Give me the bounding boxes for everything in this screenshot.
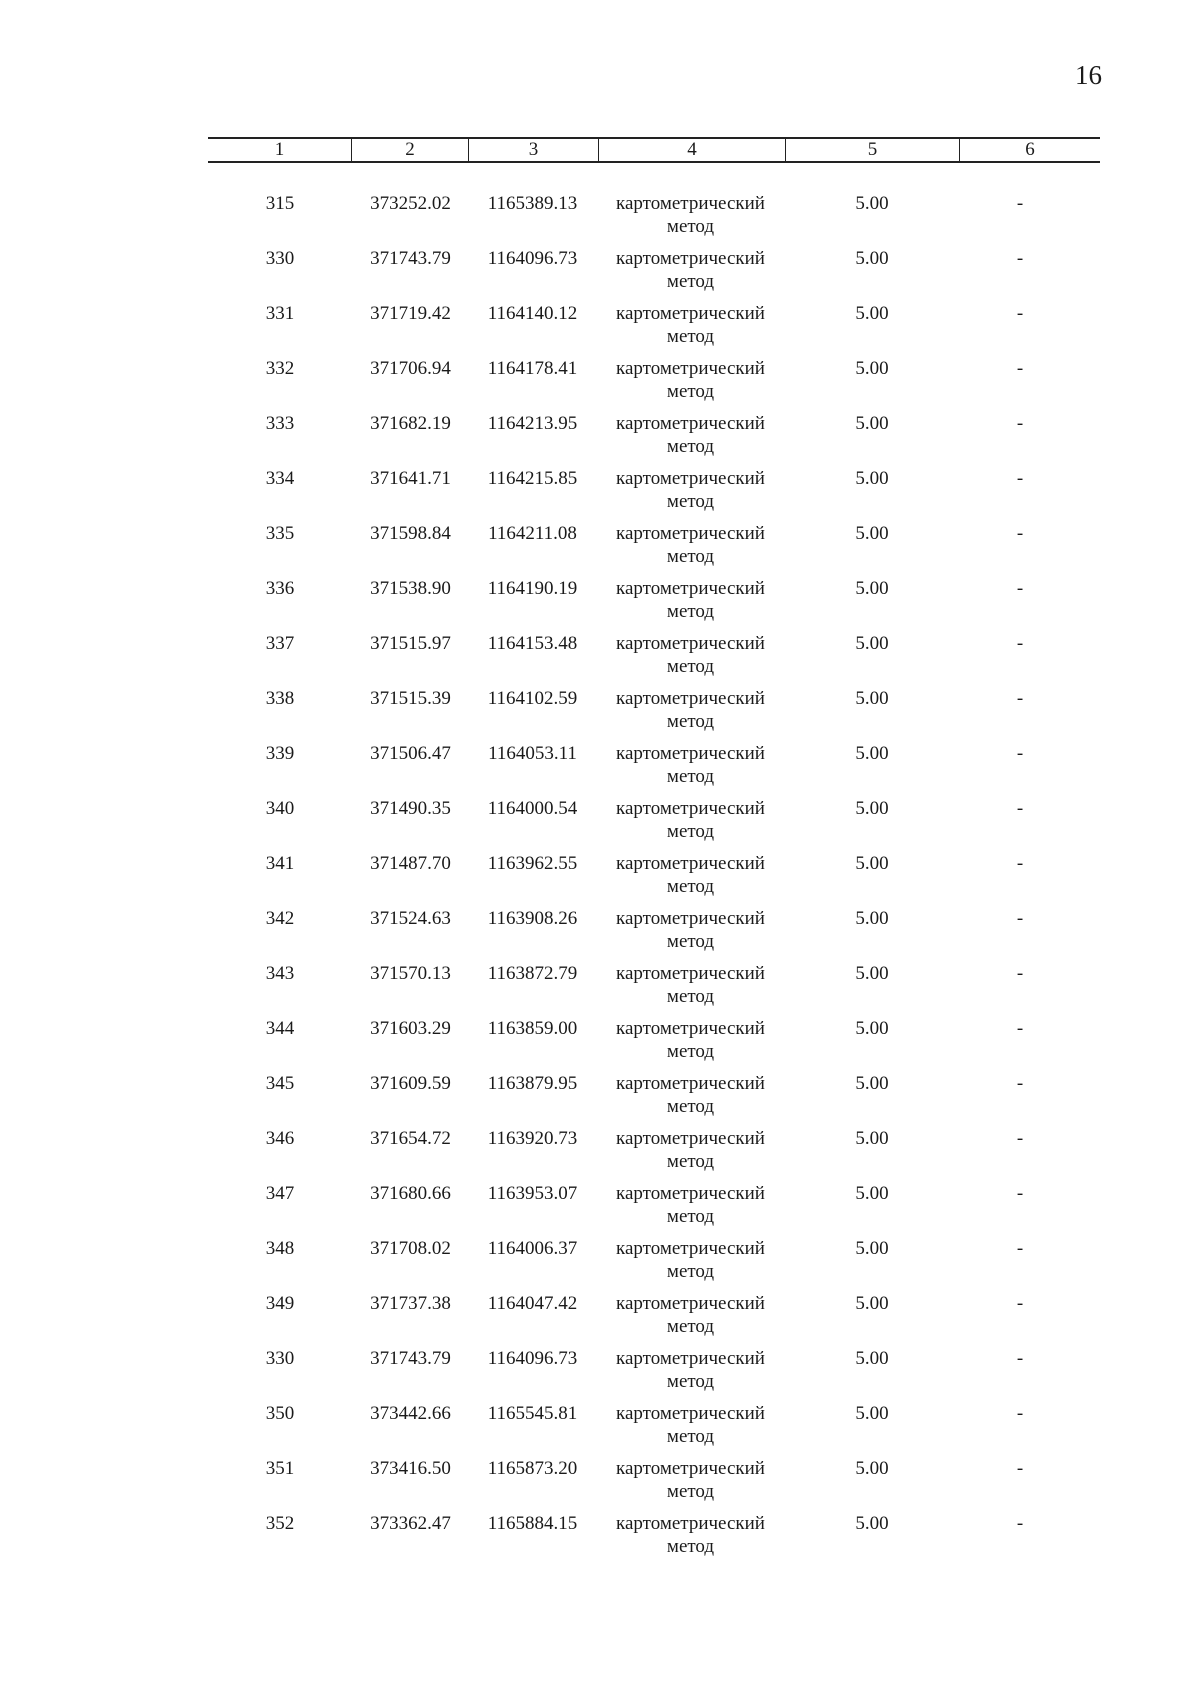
coordinate-x: 373416.50 [370,1458,451,1479]
coordinate-y: 1164047.42 [487,1293,578,1314]
coordinate-x: 373252.02 [370,193,451,214]
method-line-1: картометрический [616,358,765,379]
accuracy-value: 5.00 [855,1073,889,1094]
coordinate-y: 1165545.81 [487,1403,578,1424]
method-line-2: метод [666,491,715,512]
point-number: 352 [265,1513,295,1534]
accuracy-value: 5.00 [855,578,889,599]
determination-method [597,577,784,623]
method-line-2: метод [666,931,715,952]
coordinate-y: 1163859.00 [487,1018,578,1039]
coordinate-x: 371515.39 [370,688,451,709]
table-row [0,1072,1200,1127]
coordinate-x: 371680.66 [370,1183,451,1204]
point-description: - [1016,468,1024,489]
accuracy-value: 5.00 [855,1458,889,1479]
method-line-1: картометрический [616,413,765,434]
coordinate-x: 371598.84 [370,523,451,544]
point-number: 348 [265,1238,295,1259]
method-line-1: картометрический [616,303,765,324]
coordinate-y: 1164096.73 [487,248,578,269]
point-number: 331 [265,303,295,324]
point-number: 330 [265,248,295,269]
table-row [0,522,1200,577]
coordinate-y: 1165389.13 [487,193,578,214]
table-row [0,1512,1200,1567]
point-description: - [1016,578,1024,599]
accuracy-value: 5.00 [855,303,889,324]
point-description: - [1016,1348,1024,1369]
method-line-1: картометрический [616,523,765,544]
accuracy-value: 5.00 [855,468,889,489]
point-number: 338 [265,688,295,709]
table-row [0,1017,1200,1072]
method-line-1: картометрический [616,193,765,214]
point-number: 332 [265,358,295,379]
method-line-1: картометрический [616,578,765,599]
point-number: 336 [265,578,295,599]
method-line-2: метод [666,601,715,622]
accuracy-value: 5.00 [855,908,889,929]
method-line-2: метод [666,1481,715,1502]
point-description: - [1016,1128,1024,1149]
determination-method [597,302,784,348]
coordinate-y: 1163962.55 [487,853,578,874]
coordinate-x: 371609.59 [370,1073,451,1094]
point-description: - [1016,413,1024,434]
point-number: 343 [265,963,295,984]
method-line-1: картометрический [616,853,765,874]
point-description: - [1016,688,1024,709]
determination-method [597,1292,784,1338]
coordinate-y: 1163908.26 [487,908,578,929]
table-row [0,852,1200,907]
point-number: 340 [265,798,295,819]
determination-method [597,1072,784,1118]
table-row [0,742,1200,797]
point-description: - [1016,193,1024,214]
method-line-2: метод [666,326,715,347]
method-line-2: метод [666,656,715,677]
determination-method [597,1347,784,1393]
coordinate-y: 1165884.15 [487,1513,578,1534]
table-row [0,962,1200,1017]
point-number: 351 [265,1458,295,1479]
point-number: 330 [265,1348,295,1369]
method-line-1: картометрический [616,1073,765,1094]
method-line-1: картометрический [616,248,765,269]
method-line-1: картометрический [616,1458,765,1479]
coordinate-x: 371708.02 [370,1238,451,1259]
coordinate-y: 1163953.07 [487,1183,578,1204]
method-line-1: картометрический [616,908,765,929]
point-number: 334 [265,468,295,489]
table-body [0,192,1200,1567]
method-line-2: метод [666,546,715,567]
table-row [0,1127,1200,1182]
coordinate-y: 1164053.11 [488,743,577,764]
point-number: 333 [265,413,295,434]
point-number: 344 [265,1018,295,1039]
point-number: 339 [265,743,295,764]
determination-method [597,412,784,458]
header-col-6: 6 [959,139,1100,161]
coordinate-x: 371706.94 [370,358,451,379]
determination-method [597,1237,784,1283]
determination-method [597,192,784,238]
point-description: - [1016,1513,1024,1534]
accuracy-value: 5.00 [855,413,889,434]
point-description: - [1016,303,1024,324]
point-number: 342 [265,908,295,929]
table-row [0,192,1200,247]
accuracy-value: 5.00 [855,523,889,544]
determination-method [597,1512,784,1558]
point-description: - [1016,358,1024,379]
accuracy-value: 5.00 [855,963,889,984]
coordinate-x: 371737.38 [370,1293,451,1314]
coordinate-x: 371603.29 [370,1018,451,1039]
coordinate-x: 371719.42 [370,303,451,324]
accuracy-value: 5.00 [855,1403,889,1424]
method-line-1: картометрический [616,633,765,654]
table-row [0,907,1200,962]
point-description: - [1016,1073,1024,1094]
table-row [0,412,1200,467]
method-line-2: метод [666,876,715,897]
point-description: - [1016,908,1024,929]
accuracy-value: 5.00 [855,633,889,654]
point-description: - [1016,1293,1024,1314]
accuracy-value: 5.00 [855,1018,889,1039]
table-row [0,577,1200,632]
point-description: - [1016,523,1024,544]
determination-method [597,1127,784,1173]
point-description: - [1016,248,1024,269]
accuracy-value: 5.00 [855,688,889,709]
accuracy-value: 5.00 [855,248,889,269]
accuracy-value: 5.00 [855,743,889,764]
table-row [0,1347,1200,1402]
determination-method [597,962,784,1008]
point-number: 337 [265,633,295,654]
accuracy-value: 5.00 [855,1293,889,1314]
table-row [0,1402,1200,1457]
method-line-1: картометрический [616,1293,765,1314]
accuracy-value: 5.00 [855,358,889,379]
table-header [208,137,1100,163]
accuracy-value: 5.00 [855,193,889,214]
determination-method [597,1457,784,1503]
accuracy-value: 5.00 [855,1348,889,1369]
determination-method [597,1402,784,1448]
method-line-2: метод [666,1096,715,1117]
determination-method [597,632,784,678]
method-line-1: картометрический [616,688,765,709]
determination-method [597,797,784,843]
table-row [0,632,1200,687]
coordinate-x: 371743.79 [370,248,451,269]
coordinate-x: 371487.70 [370,853,451,874]
coordinate-y: 1164102.59 [487,688,578,709]
coordinate-x: 371515.97 [370,633,451,654]
point-description: - [1016,853,1024,874]
method-line-1: картометрический [616,1128,765,1149]
point-description: - [1016,1403,1024,1424]
accuracy-value: 5.00 [855,1128,889,1149]
accuracy-value: 5.00 [855,853,889,874]
table-row [0,797,1200,852]
method-line-2: метод [666,821,715,842]
point-number: 341 [265,853,295,874]
table-row [0,357,1200,412]
method-line-2: метод [666,1371,715,1392]
method-line-2: метод [666,436,715,457]
accuracy-value: 5.00 [855,1238,889,1259]
point-number: 315 [265,193,295,214]
coordinate-x: 371506.47 [370,743,451,764]
coordinate-x: 371524.63 [370,908,451,929]
point-description: - [1016,743,1024,764]
header-col-1: 1 [274,139,285,160]
method-line-2: метод [666,216,715,237]
coordinate-y: 1164215.85 [487,468,578,489]
header-col-2: 2 [351,139,468,161]
accuracy-value: 5.00 [855,1513,889,1534]
determination-method [597,247,784,293]
method-line-2: метод [666,766,715,787]
point-description: - [1016,1018,1024,1039]
determination-method [597,687,784,733]
coordinate-y: 1164153.48 [487,633,578,654]
coordinate-y: 1163879.95 [487,1073,578,1094]
table-row [0,1182,1200,1237]
point-description: - [1016,963,1024,984]
coordinate-y: 1163872.79 [487,963,578,984]
coordinate-x: 373442.66 [370,1403,451,1424]
coordinate-y: 1165873.20 [487,1458,578,1479]
point-number: 350 [265,1403,295,1424]
determination-method [597,1017,784,1063]
coordinate-y: 1164190.19 [487,578,578,599]
coordinate-x: 371641.71 [370,468,451,489]
coordinate-y: 1164178.41 [487,358,578,379]
coordinate-y: 1164211.08 [488,523,577,544]
point-description: - [1016,633,1024,654]
method-line-1: картометрический [616,1513,765,1534]
method-line-2: метод [666,711,715,732]
point-number: 349 [265,1293,295,1314]
method-line-2: метод [666,1426,715,1447]
method-line-1: картометрический [616,1348,765,1369]
coordinate-y: 1164000.54 [487,798,578,819]
point-number: 346 [265,1128,295,1149]
method-line-2: метод [666,986,715,1007]
method-line-1: картометрический [616,1238,765,1259]
method-line-1: картометрический [616,963,765,984]
method-line-1: картометрический [616,1403,765,1424]
header-col-4: 4 [598,139,785,161]
coordinate-x: 371570.13 [370,963,451,984]
method-line-1: картометрический [616,468,765,489]
table-row [0,1237,1200,1292]
coordinate-y: 1164140.12 [487,303,578,324]
point-description: - [1016,798,1024,819]
coordinate-x: 371490.35 [370,798,451,819]
point-number: 345 [265,1073,295,1094]
coordinate-y: 1164006.37 [487,1238,578,1259]
coordinate-x: 371538.90 [370,578,451,599]
method-line-2: метод [666,381,715,402]
method-line-2: метод [666,1261,715,1282]
header-col-3: 3 [468,139,598,161]
determination-method [597,522,784,568]
determination-method [597,852,784,898]
point-description: - [1016,1458,1024,1479]
table-row [0,1457,1200,1512]
method-line-2: метод [666,1316,715,1337]
point-number: 347 [265,1183,295,1204]
table-row [0,302,1200,357]
coordinate-y: 1164096.73 [487,1348,578,1369]
coordinate-x: 373362.47 [370,1513,451,1534]
table-row [0,467,1200,522]
method-line-1: картометрический [616,798,765,819]
header-col-5: 5 [785,139,959,161]
coordinate-x: 371682.19 [370,413,451,434]
method-line-1: картометрический [616,743,765,764]
point-description: - [1016,1183,1024,1204]
determination-method [597,1182,784,1228]
determination-method [597,467,784,513]
coordinate-y: 1163920.73 [487,1128,578,1149]
accuracy-value: 5.00 [855,1183,889,1204]
method-line-2: метод [666,1536,715,1557]
coordinate-x: 371654.72 [370,1128,451,1149]
determination-method [597,907,784,953]
table-row [0,1292,1200,1347]
method-line-2: метод [666,1206,715,1227]
table-row [0,687,1200,742]
coordinate-y: 1164213.95 [487,413,578,434]
page-number: 16 [1075,60,1102,90]
method-line-1: картометрический [616,1018,765,1039]
method-line-1: картометрический [616,1183,765,1204]
accuracy-value: 5.00 [855,798,889,819]
method-line-2: метод [666,1151,715,1172]
table-row [0,247,1200,302]
determination-method [597,742,784,788]
method-line-2: метод [666,1041,715,1062]
point-number: 335 [265,523,295,544]
point-description: - [1016,1238,1024,1259]
coordinate-x: 371743.79 [370,1348,451,1369]
method-line-2: метод [666,271,715,292]
determination-method [597,357,784,403]
